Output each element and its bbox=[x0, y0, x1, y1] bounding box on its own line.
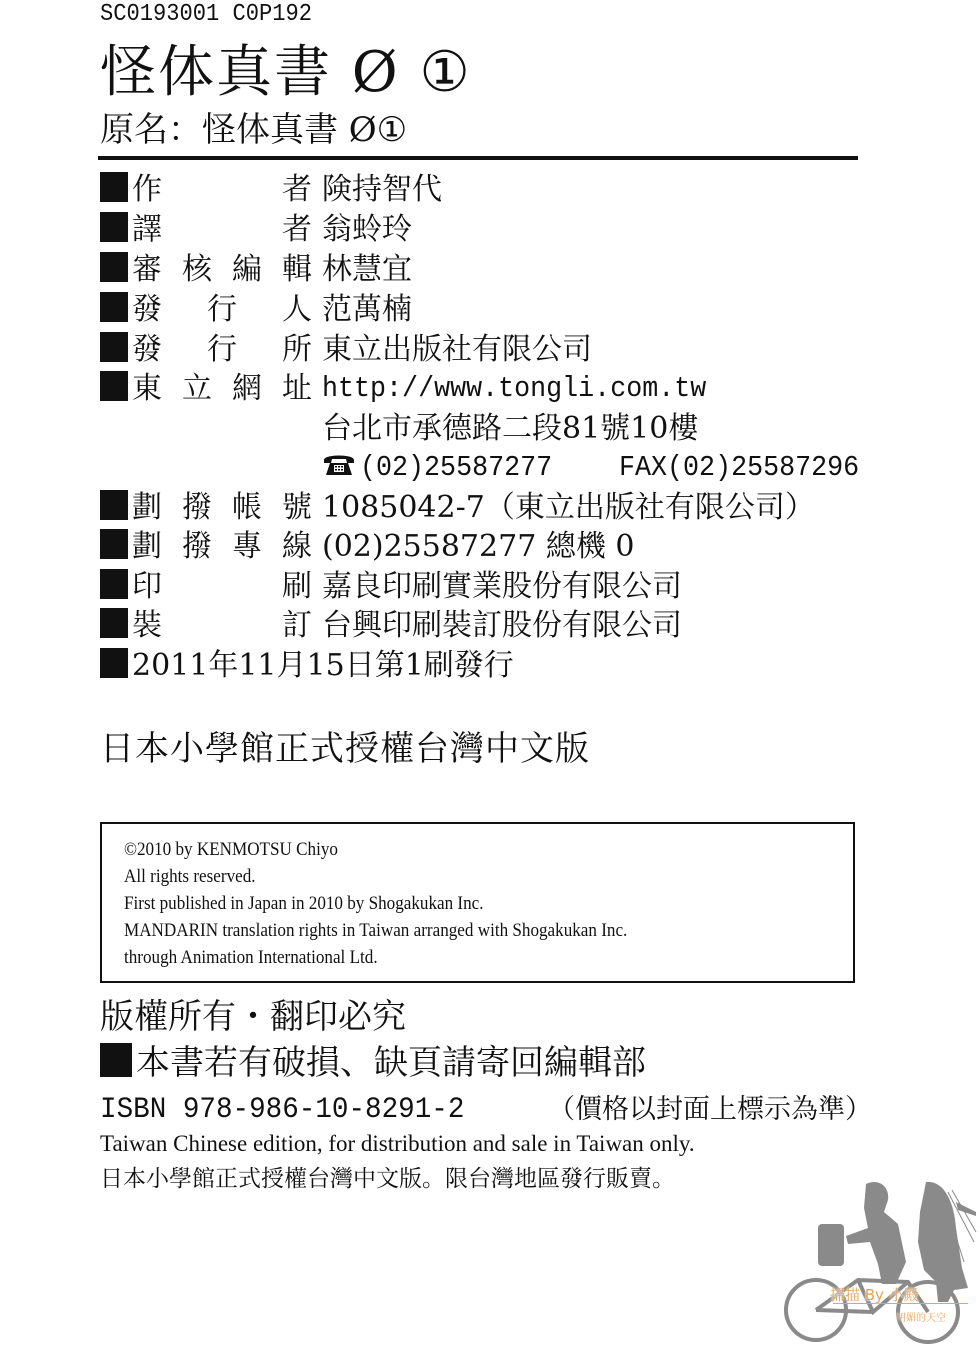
bullet-square-icon bbox=[100, 490, 128, 520]
credit-label: 劃撥專線 bbox=[132, 529, 312, 564]
credit-value: 嘉良印刷實業股份有限公司 bbox=[322, 569, 682, 604]
price-note: （價格以封面上標示為準） bbox=[548, 1094, 872, 1125]
credit-value: 林慧宜 bbox=[322, 252, 412, 287]
credit-label: 東立網址 bbox=[132, 371, 312, 406]
credit-value: 東立出版社有限公司 bbox=[322, 332, 592, 367]
credit-value: 1085042-7（東立出版社有限公司） bbox=[322, 490, 815, 525]
copyright-line: ©2010 by KENMOTSU Chiyo bbox=[124, 839, 338, 860]
credit-value: 翁蛉玲 bbox=[322, 212, 412, 247]
website-link[interactable]: http://www.tongli.com.tw bbox=[322, 372, 707, 405]
bullet-square-icon bbox=[100, 371, 128, 401]
bicycle-silhouette-icon bbox=[778, 1172, 978, 1348]
print-date: 2011年11月15日第1刷發行 bbox=[132, 648, 514, 683]
credit-row-publisher bbox=[100, 330, 592, 370]
copyright-line: First published in Japan in 2010 by Shogakukan Inc. bbox=[124, 893, 484, 914]
credit-row-editor bbox=[100, 250, 412, 290]
credit-value: 台興印刷裝訂股份有限公司 bbox=[322, 608, 682, 643]
watermark-group: 明媚的天空 bbox=[896, 1313, 946, 1324]
bullet-square-icon bbox=[100, 252, 128, 282]
book-title: 怪体真書 Ø ① bbox=[100, 40, 472, 105]
copyright-line: MANDARIN translation rights in Taiwan arranged with Shogakukan Inc. bbox=[124, 920, 628, 941]
credit-label: 劃撥帳號 bbox=[132, 490, 312, 525]
credit-row-author bbox=[100, 170, 442, 210]
bullet-square-icon bbox=[100, 648, 128, 678]
credit-label: 作 者 bbox=[132, 172, 312, 207]
title-divider bbox=[98, 156, 858, 160]
credit-row-printer bbox=[100, 567, 682, 607]
copyright-line: through Animation International Ltd. bbox=[124, 947, 378, 968]
license-statement: 日本小學館正式授權台灣中文版 bbox=[100, 729, 590, 769]
credit-label: 印 刷 bbox=[132, 569, 312, 604]
isbn: ISBN 978-986-10-8291-2 bbox=[100, 1093, 465, 1127]
original-title: 原名：怪体真書 Ø① bbox=[100, 110, 408, 150]
bullet-square-icon bbox=[100, 172, 128, 202]
bullet-square-icon bbox=[100, 569, 128, 599]
credit-row-postal-account bbox=[100, 488, 815, 528]
damage-notice-row bbox=[100, 1040, 646, 1086]
address: 台北市承德路二段81號10樓 bbox=[322, 411, 699, 446]
credit-value: (02)25587277 總機 0 bbox=[322, 529, 635, 564]
credit-value: 険持智代 bbox=[322, 172, 442, 207]
bullet-square-icon bbox=[100, 212, 128, 242]
telephone-icon bbox=[322, 451, 356, 477]
credit-value: 范萬楠 bbox=[322, 292, 412, 327]
credit-label: 譯 者 bbox=[132, 212, 312, 247]
product-code: SC0193001 C0P192 bbox=[100, 1, 313, 28]
credit-row-binder bbox=[100, 606, 682, 646]
credit-row-publisher-person bbox=[100, 290, 412, 330]
distribution-note-cn: 日本小學館正式授權台灣中文版。限台灣地區發行販賣。 bbox=[100, 1166, 675, 1192]
fax-number: FAX(02)25587296 bbox=[618, 451, 860, 484]
copyright-line: All rights reserved. bbox=[124, 866, 256, 887]
distribution-note-en: Taiwan Chinese edition, for distribution and sale in Taiwan only. bbox=[100, 1131, 695, 1156]
credit-label: 發 行 人 bbox=[132, 292, 312, 327]
credit-label: 發 行 所 bbox=[132, 332, 312, 367]
bullet-square-icon bbox=[100, 529, 128, 559]
copyright-box bbox=[100, 822, 855, 983]
bullet-square-icon bbox=[100, 332, 128, 362]
credit-label: 審核編輯 bbox=[132, 252, 312, 287]
credit-row-translator bbox=[100, 210, 412, 250]
contact-line bbox=[322, 448, 880, 488]
phone-number: (02)25587277 bbox=[360, 451, 553, 484]
rights-notice: 版權所有・翻印必究 bbox=[100, 997, 406, 1037]
bullet-square-icon bbox=[100, 608, 128, 638]
print-date-row bbox=[100, 646, 514, 686]
scanner-watermark bbox=[778, 1172, 978, 1348]
watermark-credit: 掃描 By 小殿 bbox=[830, 1286, 919, 1304]
bullet-square-icon bbox=[100, 1043, 132, 1077]
credit-row-postal-line bbox=[100, 527, 635, 567]
damage-notice: 本書若有破損、缺頁請寄回編輯部 bbox=[136, 1043, 646, 1083]
credit-row-website bbox=[100, 369, 707, 409]
credit-label: 裝 訂 bbox=[132, 608, 312, 643]
bullet-square-icon bbox=[100, 292, 128, 322]
